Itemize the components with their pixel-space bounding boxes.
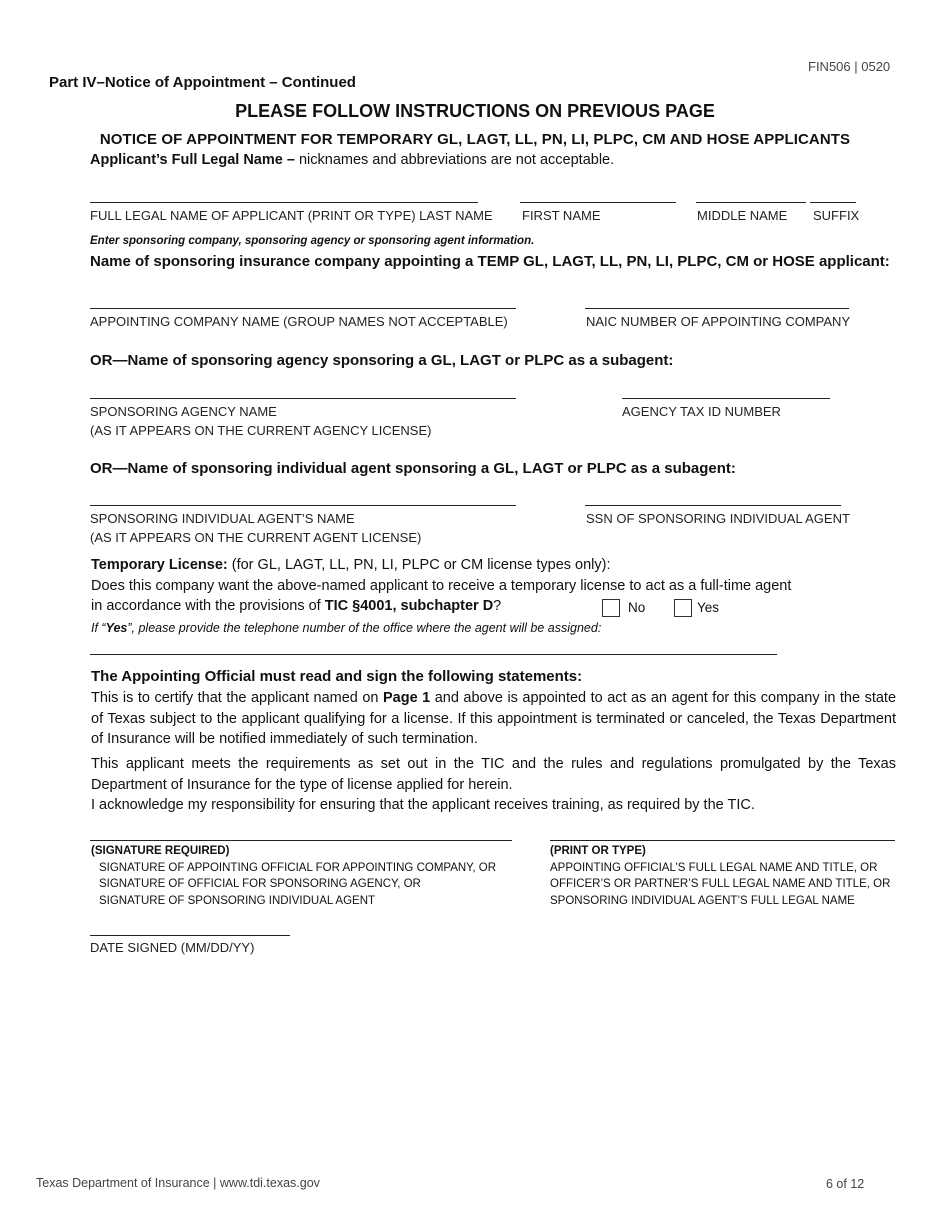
middle-name-label: MIDDLE NAME — [697, 208, 788, 223]
official-line-3: SPONSORING INDIVIDUAL AGENT’S FULL LEGAL NAME — [550, 894, 855, 907]
company-name-field[interactable] — [90, 308, 516, 309]
signature-line-2: SIGNATURE OF OFFICIAL FOR SPONSORING AGENCY, OR — [99, 878, 421, 890]
first-name-label: FIRST NAME — [522, 208, 601, 223]
agent-ssn-field[interactable] — [585, 505, 841, 506]
agency-name-sublabel: (AS IT APPEARS ON THE CURRENT AGENCY LICENSE) — [90, 423, 432, 438]
date-signed-label: DATE SIGNED (MM/DD/YY) — [90, 940, 255, 955]
signature-line-3: SIGNATURE OF SPONSORING INDIVIDUAL AGENT — [99, 894, 376, 907]
no-label: No — [628, 600, 646, 615]
company-heading: Name of sponsoring insurance company appointing a TEMP GL, LAGT, LL, PN, LI, PLPC, CM or HOSE applicant: — [90, 253, 890, 270]
sponsor-note: Enter sponsoring company, sponsoring agency or sponsoring agent information. — [90, 235, 535, 247]
applicant-name-note: nicknames and abbreviations are not acceptable. — [294, 152, 615, 168]
official-line-2: OFFICER’S OR PARTNER’S FULL LEGAL NAME AND TITLE, OR — [550, 878, 891, 890]
suffix-field[interactable] — [810, 202, 856, 203]
statement-training: I acknowledge my responsibility for ensuring that the applicant receives training, as required by the TIC. — [91, 797, 755, 813]
statement-certify-pre: This is to certify that the applicant named on — [91, 690, 383, 706]
official-line-1: APPOINTING OFFICIAL’S FULL LEGAL NAME AND TITLE, OR — [550, 861, 878, 874]
agent-name-field[interactable] — [90, 505, 516, 506]
print-type-heading: (PRINT OR TYPE) — [550, 845, 646, 857]
yes-label: Yes — [697, 600, 720, 615]
first-name-field[interactable] — [520, 202, 676, 203]
question-post: ? — [493, 598, 502, 614]
agency-heading: OR—Name of sponsoring agency sponsoring a GL, LAGT or PLPC as a subagent: — [90, 352, 674, 369]
middle-name-field[interactable] — [696, 202, 806, 203]
temporary-question-line2 — [91, 598, 501, 614]
company-name-label: APPOINTING COMPANY NAME (GROUP NAMES NOT ACCEPTABLE) — [90, 314, 508, 329]
last-name-field[interactable] — [90, 202, 478, 203]
office-phone-field[interactable] — [90, 654, 777, 655]
signature-line-1: SIGNATURE OF APPOINTING OFFICIAL FOR APPOINTING COMPANY, OR — [99, 861, 497, 874]
agent-ssn-label: SSN OF SPONSORING INDIVIDUAL AGENT — [586, 511, 850, 526]
temporary-license-scope: (for GL, LAGT, LL, PN, LI, PLPC or CM license types only): — [227, 557, 611, 573]
signature-heading: (SIGNATURE REQUIRED) — [91, 845, 230, 857]
agency-name-label: SPONSORING AGENCY NAME — [90, 404, 277, 419]
phone-note-post: ”, please provide the telephone number of the office where the agent will be assigned: — [127, 621, 602, 635]
instructions-heading: PLEASE FOLLOW INSTRUCTIONS ON PREVIOUS PAGE — [235, 101, 715, 121]
phone-note-yes: Yes — [105, 621, 128, 635]
applicant-name-instruction — [90, 152, 614, 168]
suffix-label: SUFFIX — [813, 208, 860, 223]
signature-description — [91, 843, 496, 909]
signature-field[interactable] — [90, 840, 512, 841]
statements-heading: The Appointing Official must read and sign the following statements: — [91, 668, 583, 685]
question-pre: in accordance with the provisions of — [91, 598, 325, 614]
phone-note-pre: If “ — [91, 621, 106, 635]
applicant-name-label: Applicant’s Full Legal Name – — [90, 152, 295, 168]
statement-requirements: This applicant meets the requirements as set out in the TIC and the rules and regulations promulgated by the Texas Department of Insurance for the type of license applied for herein. — [91, 756, 896, 793]
temporary-license-line — [91, 557, 611, 573]
form-id: FIN506 | 0520 — [808, 59, 891, 74]
agent-heading: OR—Name of sponsoring individual agent sponsoring a GL, LAGT or PLPC as a subagent: — [90, 460, 736, 477]
phone-note — [91, 621, 601, 635]
naic-number-field[interactable] — [585, 308, 849, 309]
date-signed-field[interactable] — [90, 935, 290, 936]
official-name-field[interactable] — [550, 840, 895, 841]
statement-certify-post: and above is appointed to act as an agent for this company in the state of Texas subject to the applicant qualifying for a license. If this appointment is terminated or canceled, the Texas Department of Insurance will be notified immediately of such termination. — [91, 690, 897, 747]
statement-certify — [91, 688, 896, 750]
agency-name-field[interactable] — [90, 398, 516, 399]
footer-agency: Texas Department of Insurance | www.tdi.texas.gov — [36, 1176, 320, 1190]
tic-reference: TIC §4001, subchapter D — [324, 598, 494, 614]
yes-checkbox[interactable] — [674, 599, 692, 617]
temporary-license-label: Temporary License: — [91, 557, 228, 573]
part-title: Part IV–Notice of Appointment – Continued — [49, 74, 356, 91]
notice-title: NOTICE OF APPOINTMENT FOR TEMPORARY GL, LAGT, LL, PN, LI, PLPC, CM AND HOSE APPLICANTS — [99, 131, 851, 148]
last-name-label: FULL LEGAL NAME OF APPLICANT (PRINT OR TYPE) LAST NAME — [90, 208, 493, 223]
agent-name-label: SPONSORING INDIVIDUAL AGENT’S NAME — [90, 511, 355, 526]
agent-name-sublabel: (AS IT APPEARS ON THE CURRENT AGENT LICENSE) — [90, 530, 422, 545]
agency-tax-id-field[interactable] — [622, 398, 830, 399]
no-checkbox[interactable] — [602, 599, 620, 617]
page-number: 6 of 12 — [826, 1177, 865, 1191]
official-name-description — [550, 843, 890, 909]
naic-label: NAIC NUMBER OF APPOINTING COMPANY — [586, 314, 851, 329]
page-reference: Page 1 — [383, 690, 431, 706]
agency-tax-label: AGENCY TAX ID NUMBER — [622, 404, 781, 419]
temporary-question-line1: Does this company want the above-named applicant to receive a temporary license to act as a full-time agent — [91, 578, 792, 594]
